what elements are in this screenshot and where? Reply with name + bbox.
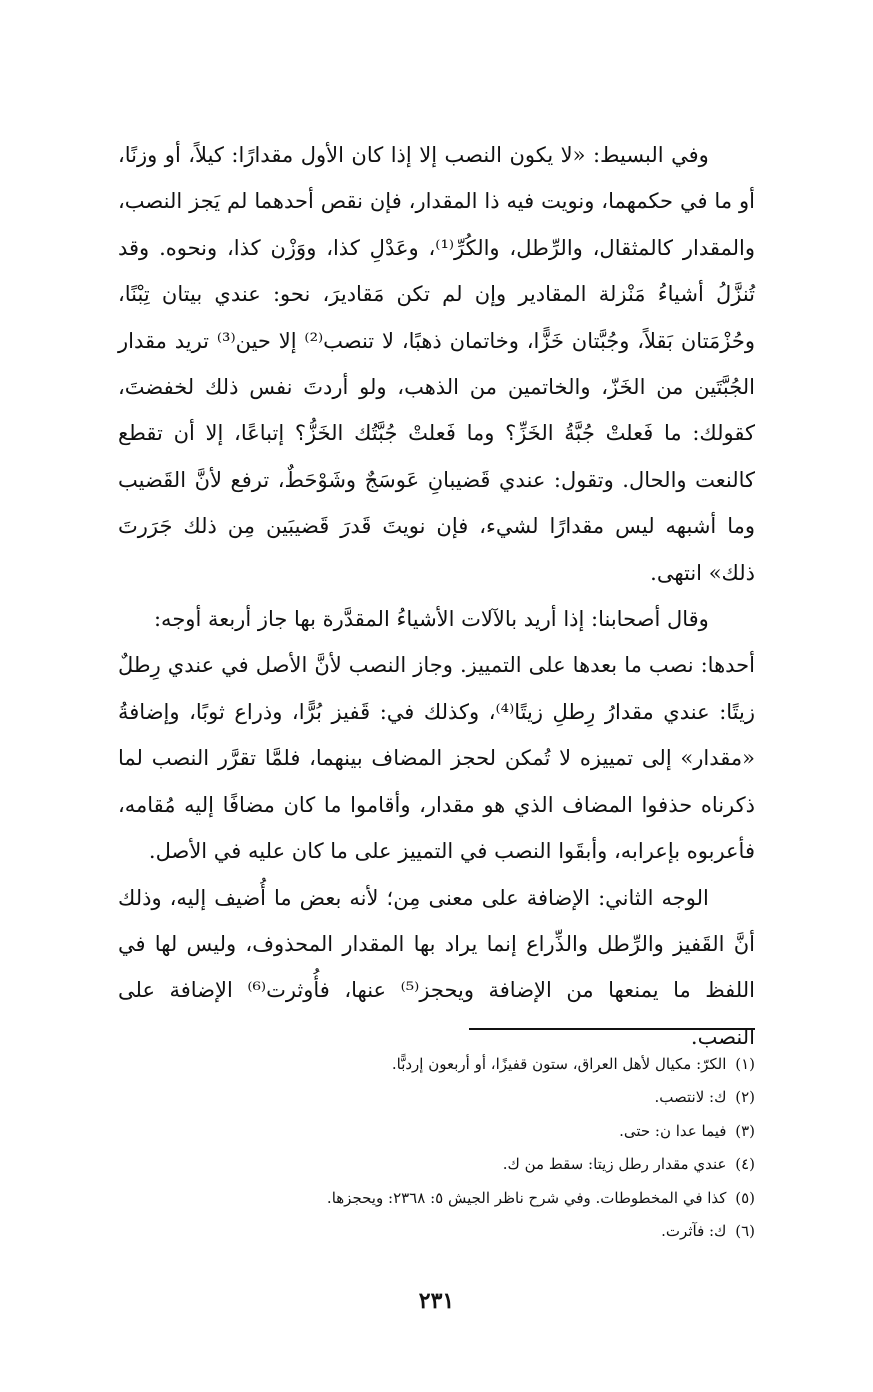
footnote bbox=[118, 1148, 755, 1181]
main-text bbox=[118, 132, 755, 1060]
footnote-text: فيما عدا ن: حتى. bbox=[619, 1121, 727, 1140]
paragraph-first-aspect: أحدها: نصب ما بعدها على التمييز. وجاز النصب لأنَّ الأصل في عندي رِطلٌ زيتًا: عندي مقدارُ رِطلِ زيتًا⁽⁴⁾، وكذلك في: قَفيز بُرًّا، وذراع ثوبًا، وإضافةُ «مقدار» إلى تمييزه لا تُمكن لحجز المضاف بينهما، فلمَّا تقرَّر النصب لما ذكرناه حذفوا المضاف الذي هو مقدار، وأقاموا ما كان مضافًا إليه مُقامه، فأعربوه بإعرابه، وأبقَوا النصب في التمييز على ما كان عليه في الأصل. bbox=[118, 653, 755, 864]
footnote-number: (١) bbox=[735, 1055, 755, 1073]
paragraph-basit-quote: وفي البسيط: «لا يكون النصب إلا إذا كان الأول مقدارًا: كيلاً، أو وزنًا، أو ما في حكمهما، ونويت فيه ذا المقدار، فإن نقص أحدهما لم يَجز النصب، والمقدار كالمثقال، والرِّطل، والكُرِّ⁽¹⁾، وعَدْلِ كذا، ووَزْن كذا، ونحوه. وقد تُنزَّلُ أشياءُ مَنْزلة المقادير وإن لم تكن مَقاديرَ، نحو: عندي بيتان تِبْنًا، وحُزْمَتان بَقلاً، وجُبَّتان خَزًّا، وخاتمان ذهبًا، لا تنصب⁽²⁾ إلا حين⁽³⁾ تريد مقدار الجُبَّتَين من الخَزّ، والخاتمين من الذهب، ولو أردتَ نفس ذلك لخفضتَ، كقولك: ما فَعلتْ جُبَّةُ الخَزِّ؟ وما فَعلتْ جُبَّتُك الخَزُّ؟ إتباعًا، إلا أن تقطع كالنعت والحال. وتقول: عندي قَضيبانِ عَوسَجٌ وشَوْحَطٌ، ترفع لأنَّ القَضيب وما أشبهه ليس مقدارًا لشيء، فإن نويتَ قَدرَ قَضيبَين مِن ذلك جَرَرتَ ذلك» انتهى. bbox=[118, 143, 755, 585]
footnote-text: ك: لانتصب. bbox=[654, 1088, 727, 1107]
page-number: ٢٣١ bbox=[418, 1288, 455, 1314]
footnote-text: عندي مقدار رطل زيتا: سقط من ك. bbox=[502, 1155, 727, 1174]
paragraph-ashabuna: وقال أصحابنا: إذا أريد بالآلات الأشياءُ المقدَّرة بها جاز أربعة أوجه: bbox=[153, 607, 709, 632]
footnote-separator bbox=[469, 1028, 755, 1030]
footnote-text: الكرّ: مكيال لأهل العراق، ستون قفيزًا، أو أربعون إردبًّا. bbox=[391, 1055, 727, 1073]
paragraph-second-aspect: الوجه الثاني: الإضافة على معنى مِن؛ لأنه بعض ما أُضيف إليه، وذلك أنَّ القَفيز والرِّطل والذِّراع إنما يراد بها المقدار المحذوف، وليس لها في اللفظ ما يمنعها من الإضافة ويحجز⁽⁵⁾ عنها، فأُوثرت⁽⁶⁾ الإضافة على النصب. bbox=[118, 885, 755, 1049]
footnote-number: (٢) bbox=[735, 1088, 755, 1107]
footnote-number: (٥) bbox=[735, 1188, 755, 1207]
footnote bbox=[118, 1081, 755, 1114]
footnote-text: كذا في المخطوطات. وفي شرح ناظر الجيش ٥: ٢٣٦٨: ويحجزها. bbox=[326, 1188, 727, 1207]
footnote-number: (٣) bbox=[735, 1121, 755, 1140]
footnote bbox=[118, 1182, 755, 1215]
footnote bbox=[118, 1115, 755, 1148]
footnote bbox=[118, 1215, 755, 1248]
footnote-number: (٤) bbox=[735, 1155, 755, 1174]
footnotes bbox=[118, 1048, 755, 1248]
footnote bbox=[118, 1048, 755, 1081]
footnote-text: ك: فآثرت. bbox=[661, 1222, 727, 1241]
footnote-number: (٦) bbox=[735, 1222, 755, 1241]
